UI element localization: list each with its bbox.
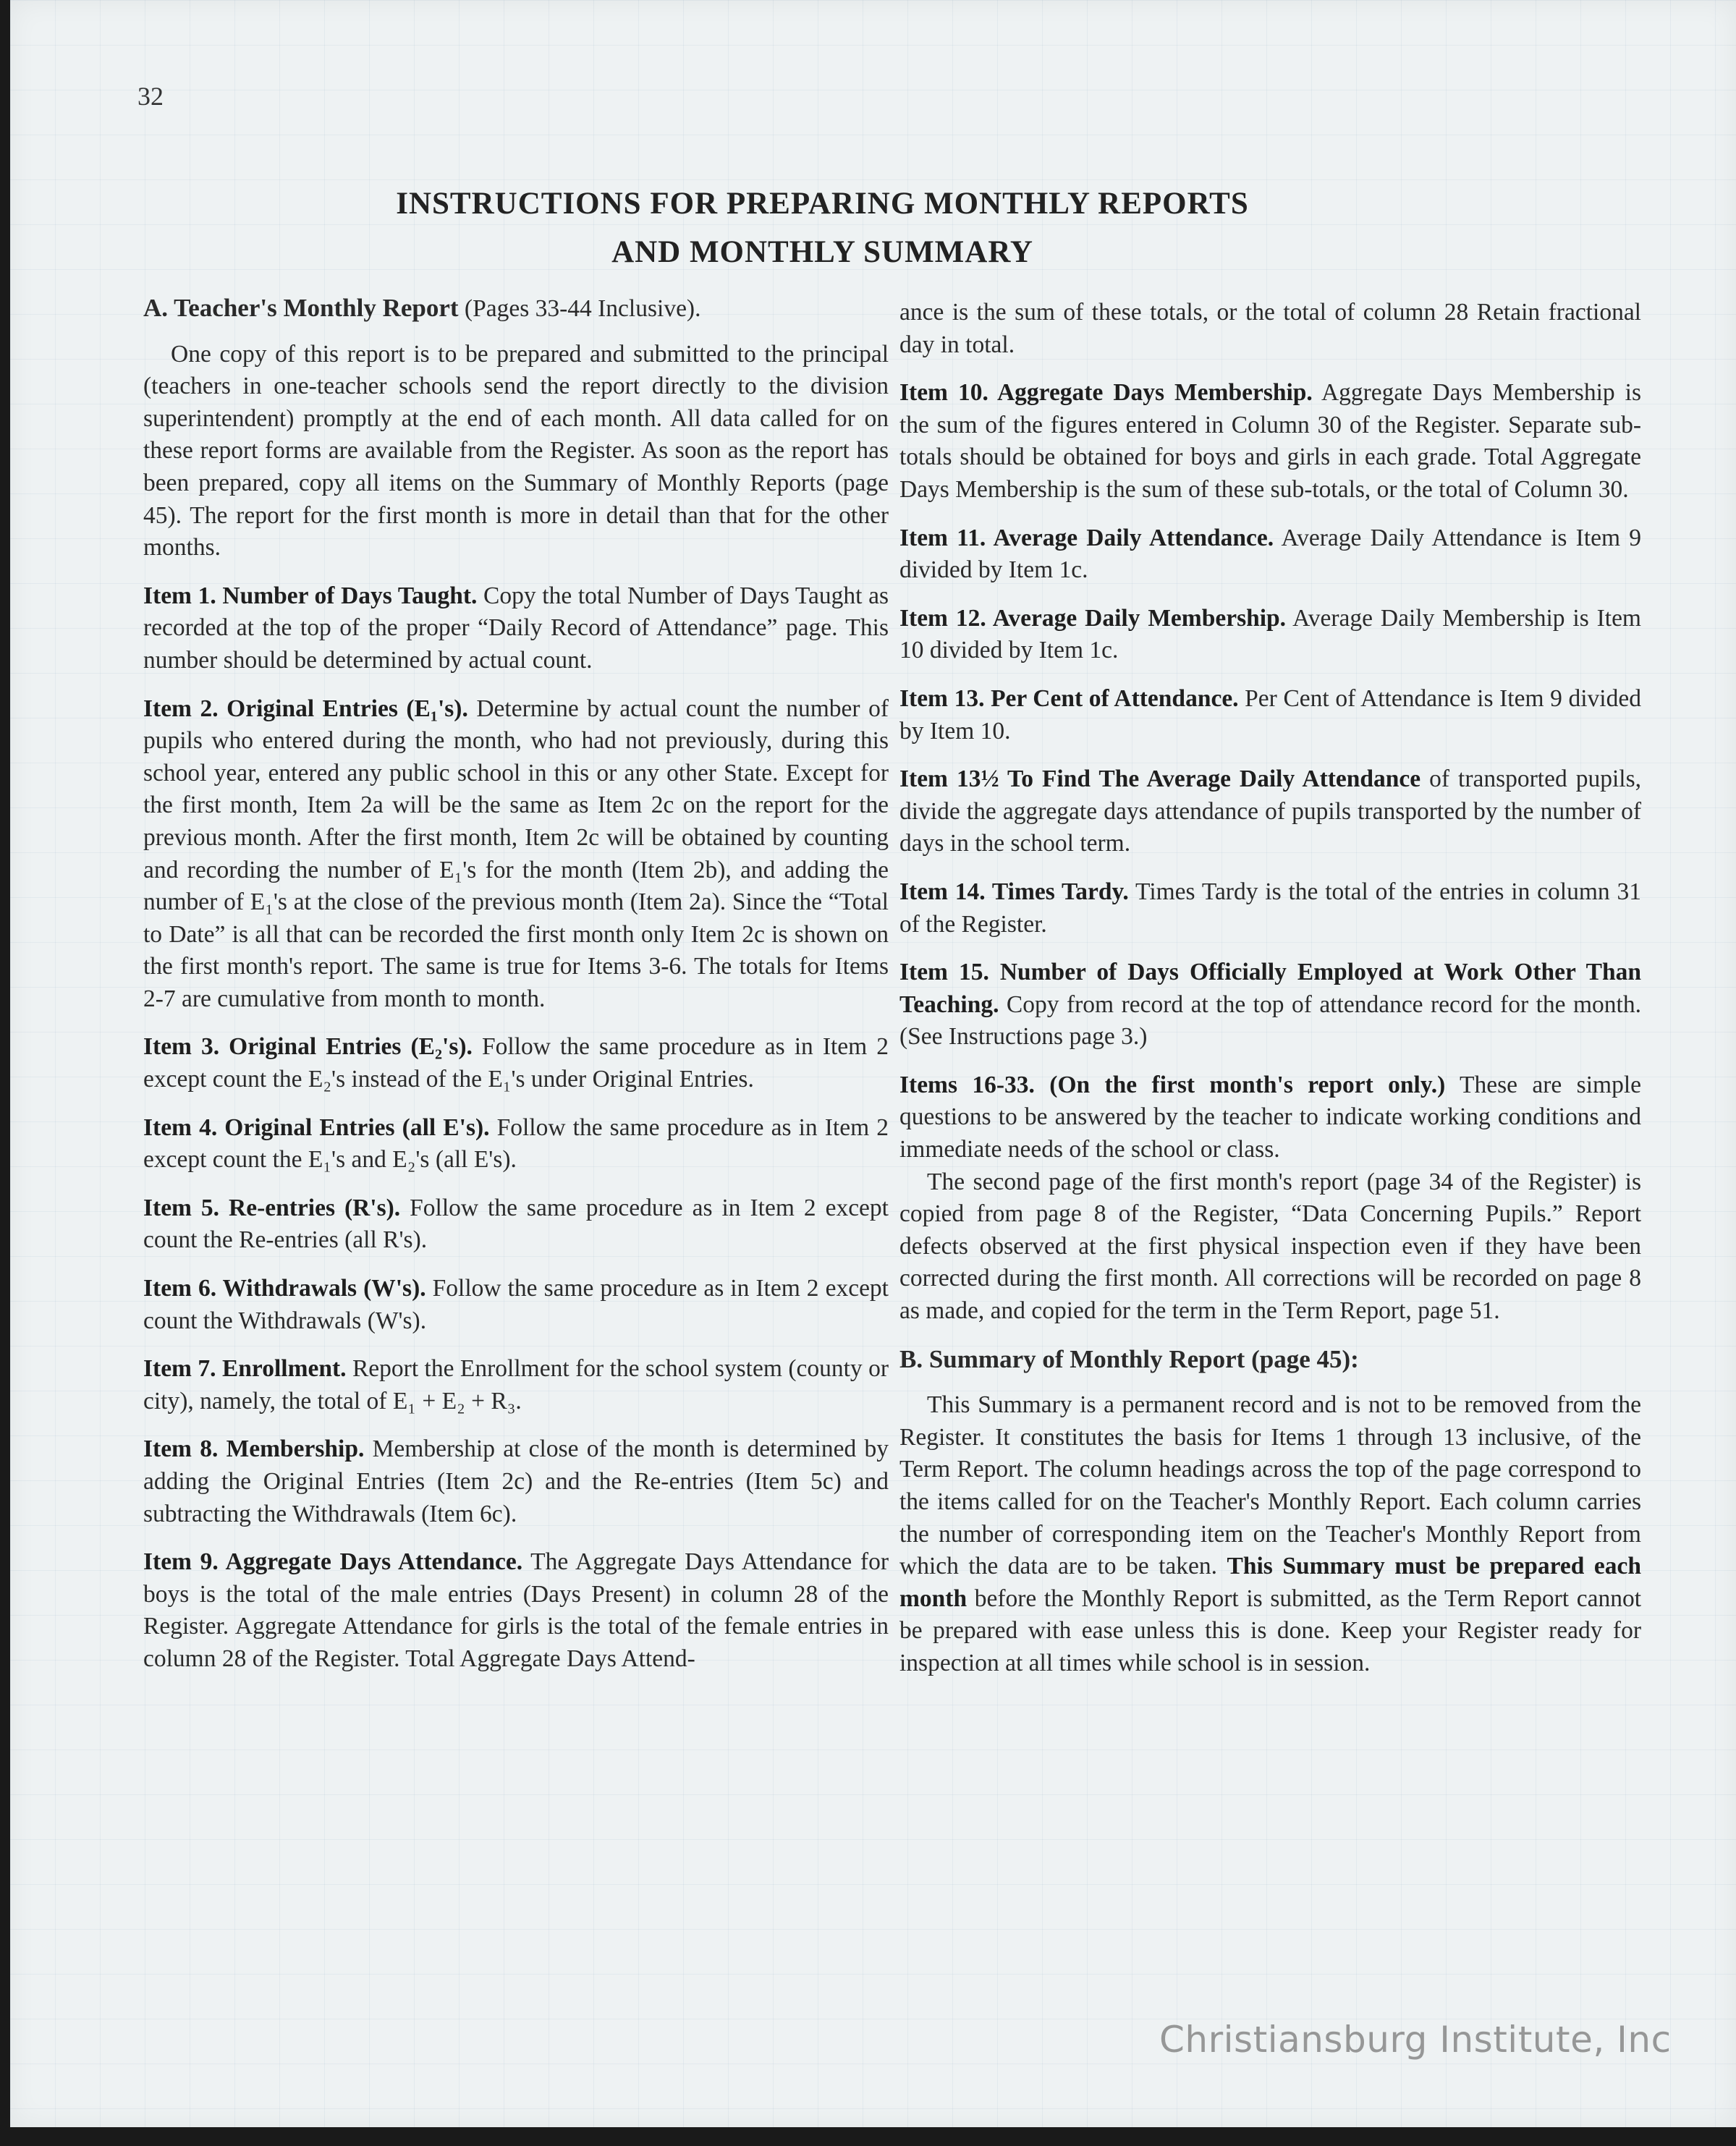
item-4: Item 4. Original Entries (all E's). Follow the same procedure as in Item 2 except count the E₁'s and E₂'s (all E's). — [143, 1114, 889, 1174]
left-column — [143, 292, 889, 1676]
item-15: Item 15. Number of Days Officially Employed at Work Other Than Teaching. Copy from record at the top of attendance record for the month. (See Instructions page 3.) — [899, 959, 1641, 1051]
watermark: Christiansburg Institute, Inc — [1159, 2019, 1672, 2061]
item-5: Item 5. Re-entries (R's). Follow the same procedure as in Item 2 except count the Re-entries (all R's). — [143, 1194, 889, 1254]
item-9: Item 9. Aggregate Days Attendance. The Aggregate Days Attendance for boys is the total of the male entries (Days Present) in column 28 of the Register. Aggregate Attendance for girls is the total of the female entries in column 28 of the Register. Total Aggregate Days Attend- — [143, 1548, 889, 1672]
item-13-half: Item 13½ To Find The Average Daily Attendance of transported pupils, divide the aggregate days attendance of pupils transported by the number of days in the school term. — [899, 765, 1641, 857]
second-page-note: The second page of the first month's report (page 34 of the Register) is copied from page 8 of the Register, “Data Concerning Pupils.” Report defects observed at the first physical inspection even if they have been corrected during the first month. All corrections will be recorded on page 8 as made, and copied for the term in the Term Report, page 51. — [899, 1168, 1641, 1325]
title-line-2: AND MONTHLY SUMMARY — [611, 235, 1033, 269]
right-column — [899, 297, 1641, 1696]
item-11: Item 11. Average Daily Attendance. Average Daily Attendance is Item 9 divided by Item 1c. — [899, 524, 1641, 584]
item-1: Item 1. Number of Days Taught. Copy the total Number of Days Taught as recorded at the top of the proper “Daily Record of Attendance” page. This number should be determined by actual count. — [143, 582, 889, 674]
section-b-heading: B. Summary of Monthly Report (page 45): — [899, 1344, 1359, 1373]
item-9-continued: ance is the sum of these totals, or the total of column 28 Retain fractional day in total. — [899, 299, 1641, 358]
section-b-body: This Summary is a permanent record and is not to be removed from the Register. It constitutes the basis for Items 1 through 13 inclusive, of the Term Report. The column headings across the top of the page correspond to the items called for on the Teacher's Monthly Report. Each column carries the number of corresponding item on the Teacher's Monthly Report from which the data are to be taken. This Summary must be prepared each month before the Monthly Report is submitted, as the Term Report cannot be prepared with ease unless this is done. Keep your Register ready for inspection at all times while school is in session. — [899, 1391, 1641, 1676]
item-13: Item 13. Per Cent of Attendance. Per Cent of Attendance is Item 9 divided by Item 10. — [899, 684, 1641, 745]
section-a-heading: A. Teacher's Monthly Report (Pages 33-44 Inclusive). — [143, 294, 701, 322]
item-12: Item 12. Average Daily Membership. Average Daily Membership is Item 10 divided by Item 1c. — [899, 604, 1641, 664]
item-2: Item 2. Original Entries (E₁'s). Determine by actual count the number of pupils who entered during the month, who had not previously, during this school year, entered any public school in this or any other State. Except for the first month, Item 2a will be the same as Item 2c on the report for the previous month. After the first month, Item 2c will be obtained by counting and recording the number of E₁'s for the month (Item 2b), and adding the number of E₁'s at the close of the previous month (Item 2a). Since the “Total to Date” is all that can be recorded the first month only Item 2c is shown on the first month's report. The same is true for Items 3-6. The totals for Items 2-7 are cumulative from month to month. — [143, 695, 889, 1012]
document-page — [10, 0, 1736, 2127]
item-7: Item 7. Enrollment. Report the Enrollment for the school system (county or city), namely, the total of E₁ + E₂ + R₃. — [143, 1355, 889, 1415]
page-number: 32 — [137, 82, 164, 111]
page-title — [0, 179, 1635, 276]
item-8: Item 8. Membership. Membership at close of the month is determined by adding the Original Entries (Item 2c) and the Re-entries (Item 5c) and subtracting the Withdrawals (Item 6c). — [143, 1435, 889, 1527]
item-6: Item 6. Withdrawals (W's). Follow the same procedure as in Item 2 except count the Withdrawals (W's). — [143, 1275, 889, 1334]
section-a-intro: One copy of this report is to be prepared and submitted to the principal (teachers in one-teacher schools send the report directly to the division superintendent) promptly at the end of each month. All data called for on these report forms are available from the Register. As soon as the report has been prepared, copy all items on the Summary of Monthly Reports (page 45). The report for the first month is more in detail than that for the other months. — [143, 340, 889, 561]
title-line-1: INSTRUCTIONS FOR PREPARING MONTHLY REPORTS — [396, 187, 1249, 221]
item-14: Item 14. Times Tardy. Times Tardy is the total of the entries in column 31 of the Register. — [899, 878, 1641, 938]
item-3: Item 3. Original Entries (E₂'s). Follow the same procedure as in Item 2 except count the E₂'s instead of the E₁'s under Original Entries. — [143, 1033, 889, 1093]
items-16-33: Items 16-33. (On the first month's report only.) These are simple questions to be answered by the teacher to indicate working conditions and immediate needs of the school or class. — [899, 1071, 1641, 1163]
item-10: Item 10. Aggregate Days Membership. Aggregate Days Membership is the sum of the figures entered in Column 30 of the Register. Separate sub-totals should be obtained for boys and girls in each grade. Total Aggregate Days Membership is the sum of these sub-totals, or the total of Column 30. — [899, 379, 1641, 503]
